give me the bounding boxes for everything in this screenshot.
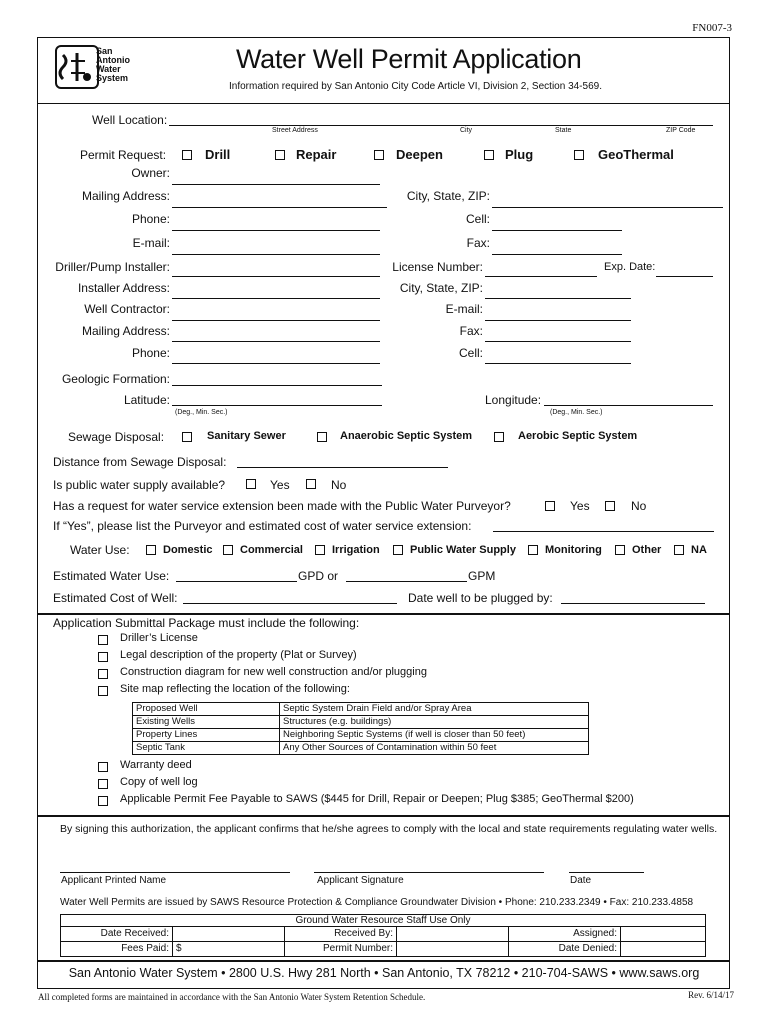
public-supply-checkbox[interactable] <box>393 545 403 555</box>
geothermal-option: GeoThermal <box>598 147 674 162</box>
repair-option: Repair <box>296 147 337 162</box>
repair-checkbox[interactable] <box>275 150 285 160</box>
table-cell: Neighboring Septic Systems (if well is closer than 50 feet) <box>280 729 589 742</box>
state-caption: State <box>555 127 572 134</box>
latitude-caption: (Deg., Min. Sec.) <box>175 409 228 416</box>
owner-field[interactable] <box>172 184 380 185</box>
owner-email-field[interactable] <box>172 254 380 255</box>
package-item: Driller’s License <box>120 632 198 644</box>
logo-line: San <box>96 46 113 56</box>
date-label: Date <box>570 875 592 886</box>
sanitary-sewer-option: Sanitary Sewer <box>207 430 286 442</box>
contractor-email-field[interactable] <box>485 320 631 321</box>
water-drop-icon <box>55 45 99 89</box>
site-map-checkbox[interactable] <box>98 686 108 696</box>
exp-date-label: Exp. Date: <box>604 261 656 273</box>
license-field[interactable] <box>485 276 597 277</box>
latitude-field[interactable] <box>172 405 382 406</box>
permit-request-label: Permit Request: <box>80 148 167 162</box>
received-by-label: Received By: <box>285 927 397 942</box>
installer-address-label: Installer Address: <box>77 281 170 295</box>
extension-yes: Yes <box>570 499 590 513</box>
installer-label: Driller/Pump Installer: <box>55 260 170 274</box>
assigned-label: Assigned: <box>509 927 621 942</box>
cost-field[interactable] <box>183 603 397 604</box>
na-option: NA <box>691 544 707 556</box>
date-denied-field[interactable] <box>621 942 706 957</box>
signature-field[interactable] <box>314 872 544 873</box>
formation-label: Geologic Formation: <box>61 372 170 386</box>
owner-phone-field[interactable] <box>172 230 380 231</box>
sanitary-sewer-checkbox[interactable] <box>182 432 192 442</box>
gpm-label: GPM <box>468 569 496 583</box>
estimated-use-label: Estimated Water Use: <box>53 569 170 583</box>
gpd-label: GPD or <box>298 569 339 583</box>
extension-yes-checkbox[interactable] <box>545 501 555 511</box>
sewage-label: Sewage Disposal: <box>68 430 165 444</box>
table-row <box>133 703 589 716</box>
irrigation-checkbox[interactable] <box>315 545 325 555</box>
public-water-no: No <box>331 478 347 492</box>
retention-note: All completed forms are maintained in accordance with the San Antonio Water System Retention Schedule. <box>38 992 426 1002</box>
table-cell: Septic System Drain Field and/or Spray Area <box>280 703 589 716</box>
logo-line: System <box>96 73 129 83</box>
contractor-field[interactable] <box>172 320 380 321</box>
extension-no-checkbox[interactable] <box>605 501 615 511</box>
plug-checkbox[interactable] <box>484 150 494 160</box>
well-location-field[interactable] <box>169 125 713 126</box>
drivers-license-checkbox[interactable] <box>98 635 108 645</box>
distance-field[interactable] <box>237 467 448 468</box>
plug-option: Plug <box>505 147 534 162</box>
printed-name-label: Applicant Printed Name <box>61 875 167 886</box>
purveyor-label: If “Yes”, please list the Purveyor and estimated cost of water service extension: <box>53 519 472 533</box>
exp-date-field[interactable] <box>656 276 713 277</box>
installer-city-label: City, State, ZIP: <box>399 281 483 295</box>
date-received-field[interactable] <box>173 927 285 942</box>
geothermal-checkbox[interactable] <box>574 150 584 160</box>
table-row <box>61 942 706 957</box>
permit-number-field[interactable] <box>397 942 509 957</box>
domestic-option: Domestic <box>163 544 213 556</box>
table-cell: Any Other Sources of Contamination within 50 feet <box>280 742 589 755</box>
legal-description-checkbox[interactable] <box>98 652 108 662</box>
gpd-field[interactable] <box>176 581 297 582</box>
latitude-label: Latitude: <box>123 393 170 407</box>
aerobic-option: Aerobic Septic System <box>518 430 638 442</box>
table-cell: Existing Wells <box>133 716 280 729</box>
package-item: Copy of well log <box>120 776 198 788</box>
city-caption: City <box>460 127 473 134</box>
signing-statement: By signing this authorization, the applicant confirms that he/she agrees to comply with the local and state requirements regulating water wells. <box>60 823 718 835</box>
aerobic-checkbox[interactable] <box>494 432 504 442</box>
table-cell: Property Lines <box>133 729 280 742</box>
contractor-email-label: E-mail: <box>445 302 483 316</box>
owner-city-field[interactable] <box>492 207 723 208</box>
contractor-phone-field[interactable] <box>172 363 380 364</box>
commercial-checkbox[interactable] <box>223 545 233 555</box>
issued-statement: Water Well Permits are issued by SAWS Resource Protection & Compliance Groundwater Division • Phone: 210.233.2349 • Fax: 210.233.4858 <box>60 897 694 908</box>
logo-line: Water <box>96 64 121 74</box>
fees-paid-label: Fees Paid: <box>61 942 173 957</box>
date-field[interactable] <box>569 872 644 873</box>
monitoring-option: Monitoring <box>545 544 602 556</box>
well-location-label: Well Location: <box>92 113 168 127</box>
owner-fax-field[interactable] <box>492 254 622 255</box>
purveyor-field[interactable] <box>493 531 714 532</box>
street-address-caption: Street Address <box>272 127 318 134</box>
contractor-fax-field[interactable] <box>485 341 631 342</box>
installer-address-field[interactable] <box>172 298 380 299</box>
owner-cell-label: Cell: <box>465 212 490 226</box>
table-row <box>61 927 706 942</box>
construction-diagram-checkbox[interactable] <box>98 669 108 679</box>
anaerobic-option: Anaerobic Septic System <box>340 430 473 442</box>
domestic-checkbox[interactable] <box>146 545 156 555</box>
extension-no: No <box>631 499 647 513</box>
logo-line: Antonio <box>96 55 130 65</box>
installer-city-field[interactable] <box>485 298 631 299</box>
permit-number-label: Permit Number: <box>285 942 397 957</box>
signature-label: Applicant Signature <box>317 875 404 886</box>
longitude-field[interactable] <box>544 405 713 406</box>
cost-label: Estimated Cost of Well: <box>53 591 178 605</box>
table-row <box>133 729 589 742</box>
staff-table <box>60 914 706 957</box>
contractor-cell-label: Cell: <box>458 346 483 360</box>
warranty-deed-checkbox[interactable] <box>98 762 108 772</box>
license-label: License Number: <box>392 260 483 274</box>
package-item: Construction diagram for new well construction and/or plugging <box>120 666 427 678</box>
header-divider <box>37 103 729 104</box>
contractor-fax-label: Fax: <box>459 324 483 338</box>
owner-mailing-field[interactable] <box>172 207 387 208</box>
date-denied-label: Date Denied: <box>509 942 621 957</box>
page-subtitle: Information required by San Antonio City Code Article VI, Division 2, Section 34-569. <box>229 81 602 92</box>
package-item: Site map reflecting the location of the following: <box>120 683 350 695</box>
table-cell: Structures (e.g. buildings) <box>280 716 589 729</box>
zip-caption: ZIP Code <box>666 127 696 134</box>
plugged-field[interactable] <box>561 603 705 604</box>
staff-header: Ground Water Resource Staff Use Only <box>61 915 706 927</box>
owner-phone-label: Phone: <box>131 212 170 226</box>
date-received-label: Date Received: <box>61 927 173 942</box>
package-item: Applicable Permit Fee Payable to SAWS ($445 for Drill, Repair or Deepen; Plug $385; GeoThermal $200) <box>120 793 634 805</box>
longitude-label: Longitude: <box>485 393 542 407</box>
well-log-checkbox[interactable] <box>98 779 108 789</box>
commercial-option: Commercial <box>240 544 303 556</box>
footer-address: San Antonio Water System • 2800 U.S. Hwy 281 North • San Antonio, TX 78212 • 210-704-SAWS • www.saws.org <box>68 966 700 980</box>
installer-field[interactable] <box>172 276 380 277</box>
water-use-label: Water Use: <box>70 543 130 557</box>
owner-label: Owner: <box>131 166 170 180</box>
contractor-mailing-label: Mailing Address: <box>81 324 170 338</box>
drill-option: Drill <box>205 147 231 162</box>
contractor-mailing-field[interactable] <box>172 341 380 342</box>
owner-city-label: City, State, ZIP: <box>406 189 490 203</box>
deepen-checkbox[interactable] <box>374 150 384 160</box>
public-water-no-checkbox[interactable] <box>306 479 316 489</box>
site-map-table <box>132 702 589 755</box>
printed-name-field[interactable] <box>60 872 290 873</box>
longitude-caption: (Deg., Min. Sec.) <box>550 409 603 416</box>
assigned-field[interactable] <box>621 927 706 942</box>
monitoring-checkbox[interactable] <box>528 545 538 555</box>
extension-label: Has a request for water service extension been made with the Public Water Purveyor? <box>53 499 511 513</box>
table-row <box>133 742 589 755</box>
public-water-yes-checkbox[interactable] <box>246 479 256 489</box>
contractor-label: Well Contractor: <box>84 302 170 316</box>
na-checkbox[interactable] <box>674 545 684 555</box>
owner-cell-field[interactable] <box>492 230 622 231</box>
fees-paid-field[interactable]: $ <box>173 942 285 957</box>
public-supply-option: Public Water Supply <box>410 544 516 556</box>
distance-label: Distance from Sewage Disposal: <box>53 455 227 469</box>
table-cell: Proposed Well <box>133 703 280 716</box>
deepen-option: Deepen <box>396 147 443 162</box>
public-water-yes: Yes <box>270 478 290 492</box>
plugged-label: Date well to be plugged by: <box>408 591 553 605</box>
permit-fee-checkbox[interactable] <box>98 796 108 806</box>
owner-fax-label: Fax: <box>466 236 490 250</box>
public-water-label: Is public water supply available? <box>53 478 226 492</box>
package-item: Legal description of the property (Plat or Survey) <box>120 649 357 661</box>
owner-mailing-label: Mailing Address: <box>81 189 170 203</box>
package-item: Warranty deed <box>120 759 192 771</box>
form-number: FN007-3 <box>692 22 732 34</box>
contractor-phone-label: Phone: <box>131 346 170 360</box>
package-title: Application Submittal Package must include the following: <box>53 616 360 630</box>
contractor-cell-field[interactable] <box>485 363 631 364</box>
irrigation-option: Irrigation <box>332 544 380 556</box>
owner-email-label: E-mail: <box>132 236 170 250</box>
other-checkbox[interactable] <box>615 545 625 555</box>
other-option: Other <box>632 544 662 556</box>
formation-field[interactable] <box>172 385 382 386</box>
drill-checkbox[interactable] <box>182 150 192 160</box>
revision: Rev. 6/14/17 <box>688 990 734 1000</box>
gpm-field[interactable] <box>346 581 467 582</box>
table-row <box>61 915 706 927</box>
table-cell: Septic Tank <box>133 742 280 755</box>
received-by-field[interactable] <box>397 927 509 942</box>
anaerobic-checkbox[interactable] <box>317 432 327 442</box>
page-title: Water Well Permit Application <box>236 44 582 74</box>
table-row <box>133 716 589 729</box>
